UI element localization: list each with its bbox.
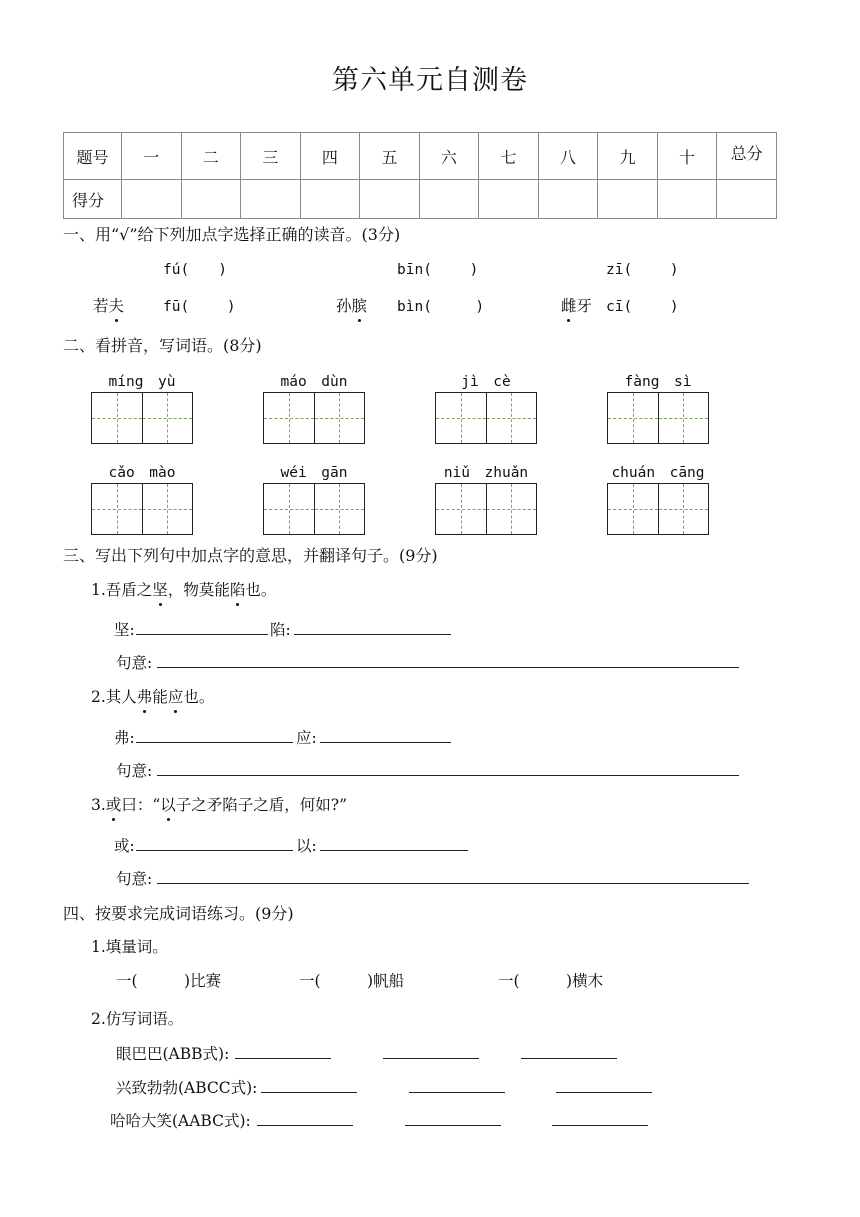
writing-grid[interactable] — [607, 392, 709, 444]
q1-word-post: 牙 — [576, 297, 593, 315]
sentence-text: 3. — [91, 796, 106, 814]
measure-item[interactable]: 一( )帆船 — [299, 972, 405, 990]
score-cell-q9: 九 — [598, 133, 658, 180]
writing-grid[interactable] — [263, 483, 365, 535]
answer-line[interactable] — [320, 742, 451, 743]
writing-grid[interactable] — [435, 392, 537, 444]
answer-line[interactable] — [136, 742, 293, 743]
score-input-cell[interactable] — [538, 180, 598, 219]
sentence-text: 也。 — [245, 581, 277, 599]
score-input-cell[interactable] — [360, 180, 420, 219]
score-cell-q7: 七 — [479, 133, 539, 180]
sentence-text: 也。 — [183, 688, 215, 706]
answer-line[interactable] — [261, 1092, 357, 1093]
q1-option[interactable]: zī( ) — [606, 262, 679, 278]
score-cell-q10: 十 — [657, 133, 717, 180]
dotted-char: 陷 — [230, 578, 246, 600]
answer-label: 句意: — [116, 762, 153, 780]
answer-line[interactable] — [521, 1058, 617, 1059]
score-input-cell[interactable] — [598, 180, 658, 219]
answer-line[interactable] — [320, 850, 468, 851]
dotted-char: 或 — [106, 793, 122, 815]
answer-line[interactable] — [257, 1125, 353, 1126]
answer-line[interactable] — [157, 667, 739, 668]
answer-line[interactable] — [157, 883, 749, 884]
imitate-label: 兴致勃勃(ABCC式): — [116, 1079, 258, 1097]
dotted-char: 坚 — [152, 578, 168, 600]
q4-sub2: 2.仿写词语。 — [91, 1010, 184, 1028]
q1-option[interactable]: bīn( ) — [397, 262, 479, 278]
q2-heading: 二、看拼音，写词语。(8分) — [63, 336, 262, 355]
answer-line[interactable] — [235, 1058, 331, 1059]
q4-heading: 四、按要求完成词语练习。(9分) — [63, 904, 294, 923]
dotted-char: 应 — [168, 685, 184, 707]
sentence-text: ，物莫能 — [167, 581, 230, 599]
answer-label: 陷: — [270, 621, 291, 639]
answer-line[interactable] — [556, 1092, 652, 1093]
score-cell-q3: 三 — [241, 133, 301, 180]
answer-line[interactable] — [136, 634, 268, 635]
imitate-label: 眼巴巴(ABB式): — [116, 1045, 230, 1063]
sentence-text: 1.吾盾之 — [91, 581, 153, 599]
q1-dotted-char: 雌 — [561, 294, 577, 316]
sentence-text: 曰：“ — [121, 796, 161, 814]
answer-line[interactable] — [294, 634, 451, 635]
answer-label: 句意: — [116, 654, 153, 672]
pinyin-label: cǎo mào — [108, 465, 176, 481]
imitate-label: 哈哈大笑(AABC式): — [110, 1112, 251, 1130]
dotted-char: 以 — [160, 793, 176, 815]
q1-option[interactable]: fú( ) — [163, 262, 227, 278]
q3-sentence-1 — [91, 578, 276, 600]
score-input-cell[interactable] — [419, 180, 479, 219]
writing-grid[interactable] — [435, 483, 537, 535]
answer-label: 以: — [296, 837, 317, 855]
answer-label: 坚: — [114, 621, 135, 639]
score-input-cell[interactable] — [122, 180, 182, 219]
score-cell-total: 总分 — [717, 133, 777, 180]
score-cell-q8: 八 — [538, 133, 598, 180]
writing-grid[interactable] — [263, 392, 365, 444]
score-input-cell[interactable] — [717, 180, 777, 219]
q3-sentence-2 — [91, 685, 214, 707]
q1-word-pre: 孙 — [336, 297, 352, 315]
sentence-text: 子之矛陷子之盾，何如?” — [175, 796, 348, 814]
answer-label: 弗: — [114, 729, 135, 747]
writing-grid[interactable] — [91, 392, 193, 444]
pinyin-label: chuán cāng — [611, 465, 705, 481]
score-cell-q2: 二 — [181, 133, 241, 180]
pinyin-label: máo dùn — [280, 374, 348, 390]
answer-line[interactable] — [383, 1058, 479, 1059]
answer-line[interactable] — [157, 775, 739, 776]
answer-line[interactable] — [552, 1125, 648, 1126]
answer-line[interactable] — [136, 850, 293, 851]
score-input-cell[interactable] — [300, 180, 360, 219]
q1-heading: 一、用“√”给下列加点字选择正确的读音。(3分) — [63, 225, 401, 244]
answer-line[interactable] — [405, 1125, 501, 1126]
sentence-text: 能 — [152, 688, 168, 706]
score-table — [63, 132, 777, 219]
q1-word — [93, 294, 124, 316]
q3-sentence-3 — [91, 793, 347, 815]
score-table-header-row — [64, 133, 777, 180]
score-cell-q5: 五 — [360, 133, 420, 180]
score-input-cell[interactable] — [657, 180, 717, 219]
score-cell-q1: 一 — [122, 133, 182, 180]
writing-grid[interactable] — [607, 483, 709, 535]
answer-label: 句意: — [116, 870, 153, 888]
pinyin-label: míng yù — [108, 374, 176, 390]
page-title: 第六单元自测卷 — [332, 65, 528, 96]
answer-label: 或: — [114, 837, 135, 855]
q1-dotted-char: 膑 — [352, 294, 368, 316]
score-input-cell[interactable] — [241, 180, 301, 219]
sentence-text: 2.其人 — [91, 688, 137, 706]
score-cell-score-label: 得分 — [64, 180, 122, 219]
score-cell-label: 题号 — [64, 133, 122, 180]
dotted-char: 弗 — [137, 685, 153, 707]
score-cell-q6: 六 — [419, 133, 479, 180]
pinyin-label: niǔ zhuǎn — [443, 465, 529, 481]
measure-item[interactable]: 一( )比赛 — [116, 972, 222, 990]
measure-item[interactable]: 一( )横木 — [498, 972, 604, 990]
q4-sub1: 1.填量词。 — [91, 938, 168, 956]
q1-word — [336, 294, 367, 316]
score-input-cell[interactable] — [181, 180, 241, 219]
q1-option[interactable]: cī( ) — [606, 299, 679, 315]
q1-option[interactable]: bìn( ) — [397, 299, 485, 315]
q1-option[interactable]: fū( ) — [163, 299, 236, 315]
q1-dotted-char: 夫 — [109, 294, 125, 316]
pinyin-label: jì cè — [461, 374, 511, 390]
pinyin-label: wéi gān — [280, 465, 348, 481]
pinyin-label: fàng sì — [624, 374, 692, 390]
writing-grid[interactable] — [91, 483, 193, 535]
score-cell-q4: 四 — [300, 133, 360, 180]
q3-heading: 三、写出下列句中加点字的意思，并翻译句子。(9分) — [63, 546, 438, 565]
score-table-score-row — [64, 180, 777, 219]
q1-word-pre: 若 — [93, 297, 109, 315]
score-input-cell[interactable] — [479, 180, 539, 219]
q1-word — [561, 294, 592, 316]
answer-label: 应: — [296, 729, 317, 747]
answer-line[interactable] — [409, 1092, 505, 1093]
